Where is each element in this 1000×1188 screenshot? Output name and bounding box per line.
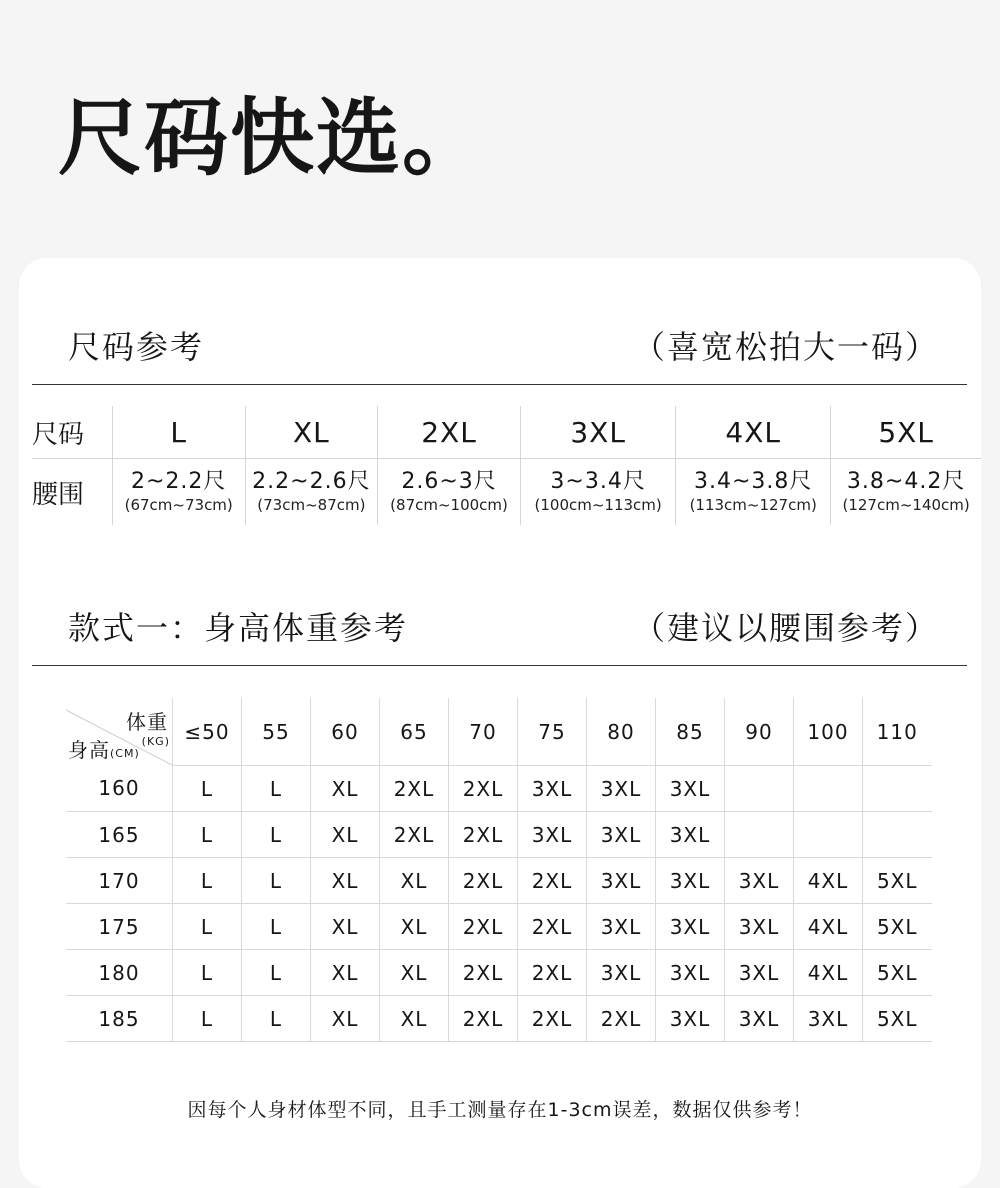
waist-chi: 3~3.4尺 [550,469,646,494]
size-recommendation-cell: 3XL [656,904,725,950]
size-recommendation-cell [863,812,932,858]
weight-header: 110 [863,698,932,766]
height-cell: 180 [66,950,173,996]
size-reference-table [32,406,981,525]
size-recommendation-cell: 2XL [587,996,656,1042]
weight-header: 85 [656,698,725,766]
waist-chi: 2.2~2.6尺 [252,469,371,494]
size-recommendation-cell: 2XL [449,904,518,950]
size-recommendation-cell: XL [311,996,380,1042]
waist-cell [112,459,245,526]
size-recommendation-cell: 5XL [863,858,932,904]
size-recommendation-cell: 2XL [449,858,518,904]
waist-chi: 3.8~4.2尺 [846,469,966,494]
weight-header: 80 [587,698,656,766]
waist-chi: 2.6~3尺 [401,469,497,494]
hw-section-title: 款式一：身高体重参考 [68,609,409,647]
size-recommendation-cell: 3XL [656,812,725,858]
size-recommendation-cell: 3XL [518,766,587,812]
weight-header-row [66,698,932,766]
size-cell: 5XL [831,406,981,459]
height-cell: 175 [66,904,173,950]
weight-header: 90 [725,698,794,766]
size-section-title: 尺码参考 [68,328,205,366]
size-recommendation-cell: L [242,858,311,904]
size-recommendation-cell: 2XL [518,950,587,996]
height-unit: (CM) [110,747,140,761]
size-recommendation-cell: 3XL [587,950,656,996]
height-axis-label: 身高(CM) [68,738,140,763]
size-recommendation-cell: 4XL [794,950,863,996]
size-recommendation-cell: L [173,996,242,1042]
size-recommendation-cell: 3XL [518,812,587,858]
height-cell: 185 [66,996,173,1042]
size-recommendation-cell: XL [311,950,380,996]
size-recommendation-cell: XL [311,904,380,950]
height-cell: 160 [66,766,173,812]
weight-header: 55 [242,698,311,766]
size-recommendation-cell: 3XL [725,950,794,996]
size-row-label: 尺码 [32,406,112,459]
size-recommendation-cell: 3XL [725,858,794,904]
size-recommendation-cell: 2XL [518,996,587,1042]
size-recommendation-cell: 2XL [449,950,518,996]
size-recommendation-cell: XL [380,858,449,904]
weight-axis-label: 体重 [126,710,168,735]
waist-cell [245,459,377,526]
table-row [66,812,932,858]
size-recommendation-cell: L [242,996,311,1042]
size-recommendation-cell: L [242,766,311,812]
waist-cm: (87cm~100cm) [390,496,508,514]
hw-table-body [66,766,932,1042]
size-cell: 3XL [521,406,676,459]
size-recommendation-cell: 2XL [449,766,518,812]
waist-cm: (127cm~140cm) [842,496,970,514]
size-recommendation-cell: 5XL [863,904,932,950]
size-recommendation-cell: XL [380,950,449,996]
size-cell: 2XL [377,406,520,459]
size-recommendation-cell: 2XL [449,996,518,1042]
size-recommendation-cell: 2XL [449,812,518,858]
waist-cm: (100cm~113cm) [534,496,662,514]
height-cell: 170 [66,858,173,904]
weight-header: 60 [311,698,380,766]
size-recommendation-cell: 3XL [587,904,656,950]
size-recommendation-cell: 3XL [587,766,656,812]
size-recommendation-cell: L [173,904,242,950]
size-recommendation-cell: 5XL [863,996,932,1042]
size-recommendation-cell: XL [311,766,380,812]
size-section-header [32,328,967,385]
size-recommendation-cell: 4XL [794,904,863,950]
size-recommendation-cell: 3XL [587,812,656,858]
size-recommendation-cell [863,766,932,812]
size-recommendation-cell: L [173,950,242,996]
corner-cell [66,698,173,766]
size-recommendation-cell: L [173,766,242,812]
table-row [66,904,932,950]
size-recommendation-cell: L [242,950,311,996]
size-recommendation-cell: 3XL [656,766,725,812]
table-row [66,766,932,812]
table-row [66,996,932,1042]
waist-cell [521,459,676,526]
size-recommendation-cell: 5XL [863,950,932,996]
size-recommendation-cell: 2XL [380,766,449,812]
weight-header: 70 [449,698,518,766]
height-cell: 165 [66,812,173,858]
height-weight-table [66,698,932,1042]
size-cell: 4XL [676,406,831,459]
hw-section-note: （建议以腰围参考） [632,609,939,647]
hw-section-header [32,609,967,666]
weight-header: 65 [380,698,449,766]
size-recommendation-cell: 3XL [794,996,863,1042]
size-recommendation-cell: 3XL [656,996,725,1042]
waist-chi: 2~2.2尺 [130,469,227,494]
waist-cell [676,459,831,526]
waist-chi: 3.4~3.8尺 [693,469,813,494]
size-cell: XL [245,406,377,459]
size-recommendation-cell: XL [311,858,380,904]
footnote: 因每个人身材体型不同，且手工测量存在1-3cm误差，数据仅供参考！ [187,1099,813,1121]
size-recommendation-cell: XL [380,904,449,950]
weight-header: 100 [794,698,863,766]
size-recommendation-cell: L [173,812,242,858]
table-row [66,858,932,904]
size-section-note: （喜宽松拍大一码） [632,328,939,366]
page-title: 尺码快选。 [58,89,489,187]
waist-cm: (67cm~73cm) [124,496,233,514]
size-recommendation-cell: 2XL [518,858,587,904]
weight-header: ≤50 [173,698,242,766]
table-row [66,950,932,996]
size-guide-card [19,258,981,1188]
waist-cell [377,459,520,526]
size-recommendation-cell: 3XL [725,904,794,950]
size-recommendation-cell: 3XL [656,858,725,904]
size-recommendation-cell: XL [311,812,380,858]
weight-header: 75 [518,698,587,766]
size-recommendation-cell: 2XL [518,904,587,950]
size-recommendation-cell: XL [380,996,449,1042]
waist-row-label: 腰围 [32,479,85,510]
weight-unit: (KG) [141,735,170,749]
size-recommendation-cell: 3XL [587,858,656,904]
waist-cell [831,459,981,526]
size-recommendation-cell [794,812,863,858]
waist-row [32,459,981,526]
size-recommendation-cell: L [242,812,311,858]
size-recommendation-cell [794,766,863,812]
size-recommendation-cell: L [173,858,242,904]
size-recommendation-cell [725,812,794,858]
size-recommendation-cell: 4XL [794,858,863,904]
waist-cm: (113cm~127cm) [689,496,817,514]
size-recommendation-cell: 2XL [380,812,449,858]
size-recommendation-cell [725,766,794,812]
size-recommendation-cell: L [242,904,311,950]
size-row [32,406,981,459]
size-recommendation-cell: 3XL [725,996,794,1042]
size-recommendation-cell: 3XL [656,950,725,996]
size-cell: L [112,406,245,459]
waist-cm: (73cm~87cm) [257,496,366,514]
